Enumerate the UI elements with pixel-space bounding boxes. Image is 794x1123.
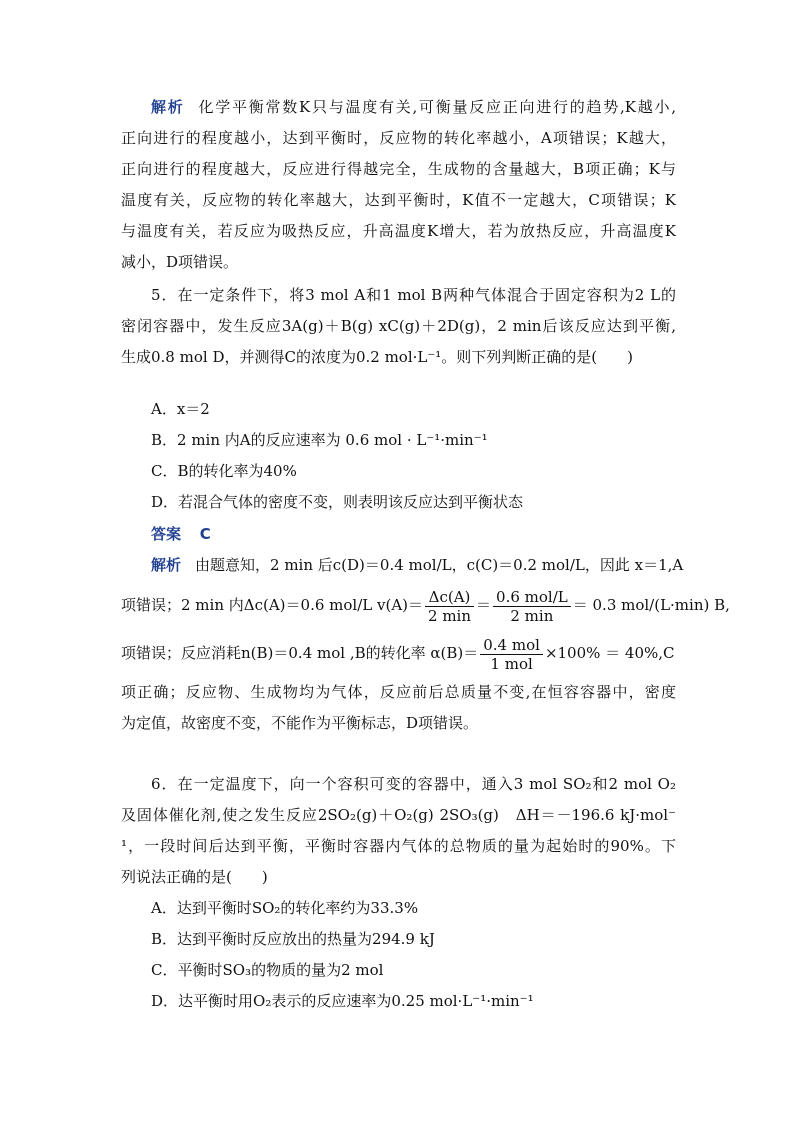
analysis-q4-line: 正向进行的程度越大，反应进行得越完全，生成物的含量越大，B项正确；K与 [121,160,676,178]
analysis-q5-line: 项正确；反应物、生成物均为气体，反应前后总质量不变,在恒容容器中，密度 [121,683,676,701]
analysis-q4 [121,92,676,278]
analysis-q4-line: 正向进行的程度越小，达到平衡时，反应物的转化率越小，A项错误；K越大， [121,129,676,147]
fraction: $\frac{\text{0.6 mol/L}}{2 \min}$ [493,588,571,625]
analysis-q4-line: 减小，D项错误。 [121,253,239,271]
analysis-q4-line: 与温度有关，若反应为吸热反应，升高温度K增大，若为放热反应，升高温度K [121,222,676,240]
question-5 [121,280,676,373]
option-a: A．x＝2 [151,400,210,418]
option-c: C．B的转化率为40% [151,462,297,480]
option-d: D．若混合气体的密度不变，则表明该反应达到平衡状态 [151,493,524,511]
analysis-label: 解析 [151,556,182,574]
analysis-q5-line: 为定值，故密度不变，不能作为平衡标志，D项错误。 [121,714,479,732]
answer-label: 答案 [151,525,182,543]
analysis-q5-formula-line: 项错误；2 min 内Δc(A)＝0.6 mol/L v(A)＝ $\frac{\Delta c(A)}{2 \min}$ ＝ $\frac{\text{0.6 mol/L}}{2 \min}$ ＝ 0.3 mol/(L·min) B, [121,587,730,625]
question-6-stem: ¹，一段时间后达到平衡，平衡时容器内气体的总物质的量为起始时的90%。下 [121,837,676,855]
question-6-stem: 6．在一定温度下，向一个容积可变的容器中，通入3 mol SO₂和2 mol O₂ [151,775,676,793]
analysis-q4-line: 解析 化学平衡常数K只与温度有关,可衡量反应正向进行的趋势,K越小, [151,98,676,116]
question-5-stem: 5．在一定条件下，将3 mol A和1 mol B两种气体混合于固定容积为2 L的 [151,286,676,304]
analysis-label: 解析 [151,98,185,116]
analysis-q4-line: 温度有关，反应物的转化率越大，达到平衡时，K值不一定越大，C项错误；K [121,191,676,209]
question-5-stem: 生成0.8 mol D，并测得C的浓度为0.2 mol·L⁻¹。则下列判断正确的是( ) [121,348,633,366]
option-d: D．达平衡时用O₂表示的反应速率为0.25 mol·L⁻¹·min⁻¹ [151,992,534,1010]
option-b: B．2 min 内A的反应速率为 0.6 mol · L⁻¹·min⁻¹ [151,431,488,449]
analysis-q5 [121,550,730,739]
option-b: B．达到平衡时反应放出的热量为294.9 kJ [151,930,435,948]
question-5-stem: 密闭容器中，发生反应3A(g)＋B(g) xC(g)＋2D(g)，2 min后该反应达到平衡, [121,317,676,335]
question-5-options [121,394,676,518]
answer-q5 [121,519,676,550]
option-c: C．平衡时SO₃的物质的量为2 mol [151,961,384,979]
answer-value: C [199,525,211,543]
question-6 [121,769,676,893]
option-a: A．达到平衡时SO₂的转化率约为33.3% [151,899,419,917]
fraction: $\frac{\Delta c(A)}{2 \min}$ [425,588,474,625]
fraction: $\frac{\text{0.4 mol}}{\text{1 mol}}$ [480,636,543,673]
analysis-q5-formula-line: 项错误；反应消耗n(B)＝0.4 mol ,B的转化率 α(B)＝ $\frac{\text{0.4 mol}}{\text{1 mol}}$ ×100% ＝ 40%,C [121,635,675,673]
question-6-options [121,893,676,1017]
question-6-stem: 列说法正确的是( ) [121,868,268,886]
question-6-stem: 及固体催化剂,使之发生反应2SO₂(g)＋O₂(g) 2SO₃(g) ΔH＝－196.6 kJ·mol⁻ [121,806,676,824]
analysis-q5-line: 解析 由题意知，2 min 后c(D)＝0.4 mol/L，c(C)＝0.2 mol/L，因此 x＝1,A [151,556,684,574]
